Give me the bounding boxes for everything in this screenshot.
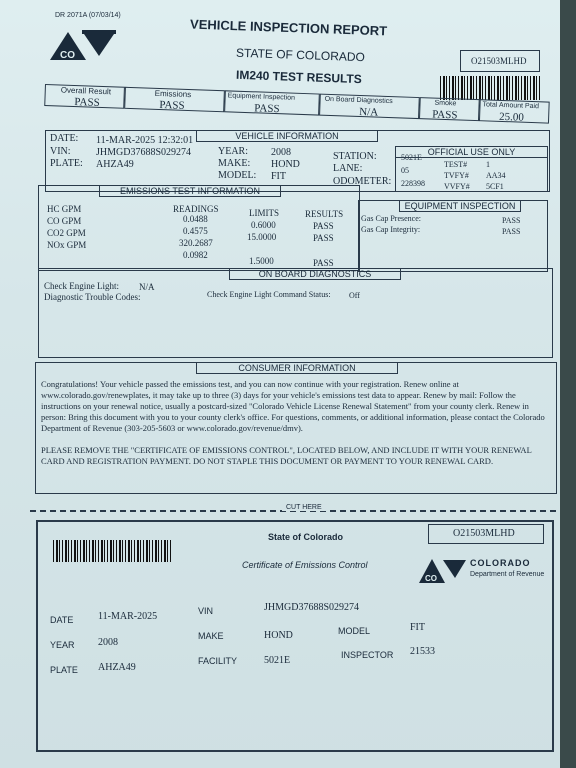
cert-year-label: YEAR: [50, 640, 75, 650]
emissions-row-name: NOx GPM: [47, 240, 87, 250]
emissions-col-readings: READINGS: [173, 204, 219, 214]
cert-facility-label: FACILITY: [198, 656, 238, 666]
cert-inspector-label: INSPECTOR: [341, 650, 394, 660]
summary-label-equipment: Equipment Inspection: [227, 92, 296, 102]
emissions-header: EMISSIONS TEST INFORMATION: [99, 186, 281, 197]
vi-make-label: MAKE:: [218, 158, 251, 169]
vi-odometer-label: ODOMETER:: [333, 176, 392, 187]
consumer-box: [35, 362, 557, 494]
certificate-co-logo: [418, 556, 468, 584]
obd-box: [38, 268, 553, 358]
report-number: O21503MLHD: [471, 56, 527, 66]
emissions-row-reading: 0.0488: [183, 214, 208, 224]
emissions-row-result: PASS: [313, 258, 334, 268]
cert-plate-label: PLATE: [50, 665, 78, 675]
emissions-row-result: PASS: [313, 221, 334, 231]
cert-model: FIT: [410, 622, 425, 633]
form-id: DR 2071A (07/03/14): [55, 12, 121, 19]
obd-cel-label: Check Engine Light:: [44, 281, 119, 291]
vi-plate-label: PLATE:: [50, 158, 83, 169]
cert-plate: AHZA49: [98, 662, 136, 673]
vi-model-label: MODEL:: [218, 170, 257, 181]
cert-vin: JHMGD37688S029274: [264, 602, 360, 613]
official-use-header: OFFICIAL USE ONLY: [396, 147, 547, 158]
equipment-box: [358, 200, 548, 272]
vi-make: HOND: [271, 159, 300, 170]
cert-date-label: DATE: [50, 615, 74, 625]
ou-tvfy-label: TVFY#: [444, 171, 469, 180]
cert-year: 2008: [98, 637, 118, 648]
cut-here-label: CUT HERE: [282, 504, 326, 511]
cert-facility: 5021E: [264, 655, 291, 666]
summary-value-total: 25.00: [498, 110, 525, 124]
vi-year: 2008: [271, 147, 291, 158]
vi-date: 11-MAR-2025 12:32:01: [96, 135, 194, 146]
ou-test-label: TEST#: [444, 160, 468, 169]
summary-value-smoke: PASS: [431, 108, 458, 122]
emissions-box: [38, 185, 360, 271]
report-barcode: [440, 76, 540, 100]
emissions-row-reading: 320.2687: [179, 238, 213, 248]
summary-label-overall: Overall Result: [60, 85, 112, 97]
equipment-row-label: Gas Cap Presence:: [361, 214, 421, 223]
equipment-header: EQUIPMENT INSPECTION: [399, 201, 521, 212]
certificate-number: O21503MLHD: [453, 528, 515, 539]
consumer-paragraph: Congratulations! Your vehicle passed the emissions test, and you can now continue with your registration. Renew online at www.colorado.gov/renewplates, it may take up to three (3) days for your vehicle's emissions test data to appear. Renew by mail: Follow the instructions on your renewal notice, usually a postcard-sized "Colorado Vehicle License Renewal Statement" from your county clerk. Renew in person: Bring this document with you to your county clerk's office. For questions, comments, or additional information, please contact the Colorado Department of Revenue (303-205-5603 or www.colorado.gov/revenue/dmv).: [41, 379, 545, 433]
emissions-row-result: PASS: [313, 233, 334, 243]
vi-date-label: DATE:: [50, 133, 79, 144]
obd-header: ON BOARD DIAGNOSTICS: [229, 269, 401, 280]
obd-cel-value: N/A: [139, 282, 155, 292]
certificate-logo-text: CO: [425, 574, 437, 583]
ou-tvfy-value: AA34: [486, 171, 506, 180]
summary-label-emissions: Emissions: [154, 88, 192, 100]
vi-vin-label: VIN:: [50, 146, 71, 157]
cert-model-label: MODEL: [338, 626, 371, 636]
colorado-logo: [48, 28, 118, 62]
summary-value-overall: PASS: [74, 96, 100, 109]
cert-vin-label: VIN: [198, 606, 214, 616]
summary-label-obd: On Board Diagnostics: [324, 95, 393, 106]
ou-vvfy-label: VVFY#: [444, 182, 470, 191]
vi-model: FIT: [271, 171, 286, 182]
certificate-number-box: [428, 524, 544, 544]
vehicle-info-header: VEHICLE INFORMATION: [196, 131, 378, 142]
obd-cmd-label: Check Engine Light Command Status:: [207, 290, 331, 299]
emissions-row-reading: 0.0982: [183, 250, 208, 260]
certificate-brand: COLORADO: [470, 558, 531, 568]
emissions-row-name: CO GPM: [47, 216, 82, 226]
vi-lane-label: LANE:: [333, 163, 363, 174]
ou-vvfy-value: 5CF1: [486, 182, 504, 191]
consumer-header: CONSUMER INFORMATION: [196, 363, 398, 374]
emissions-col-limits: LIMITS: [249, 208, 279, 218]
summary-label-smoke: Smoke: [434, 99, 457, 108]
vi-station-label: STATION:: [333, 151, 377, 162]
report-state: STATE OF COLORADO: [235, 45, 366, 65]
emissions-row-limit: 1.5000: [249, 256, 274, 266]
summary-value-equipment: PASS: [254, 102, 280, 116]
emissions-row-name: CO2 GPM: [47, 228, 86, 238]
report-subtitle: IM240 TEST RESULTS: [235, 67, 363, 87]
certificate-box: [36, 520, 554, 752]
report-title: VEHICLE INSPECTION REPORT: [189, 16, 388, 39]
summary-label-total: Total Amount Paid: [482, 101, 540, 111]
certificate-barcode: [53, 540, 173, 562]
vi-station: 5021E: [401, 153, 422, 162]
summary-value-emissions: PASS: [159, 99, 185, 112]
cert-make: HOND: [264, 630, 293, 641]
emissions-row-limit: 0.6000: [251, 220, 276, 230]
emissions-row-reading: 0.4575: [183, 226, 208, 236]
obd-cmd-value: Off: [349, 291, 360, 300]
summary-value-obd: N/A: [359, 105, 379, 119]
vi-vin: JHMGD37688S029274: [96, 147, 192, 158]
ou-test-value: 1: [486, 160, 490, 169]
equipment-row-value: PASS: [502, 227, 521, 236]
equipment-row-label: Gas Cap Integrity:: [361, 225, 421, 234]
report-number-box: [460, 50, 540, 72]
vi-year-label: YEAR:: [218, 146, 248, 157]
logo-text: CO: [60, 50, 75, 61]
equipment-row-value: PASS: [502, 216, 521, 225]
certificate-state: State of Colorado: [268, 532, 344, 542]
emissions-col-results: RESULTS: [305, 209, 344, 219]
vi-lane: 05: [401, 166, 409, 175]
vi-plate: AHZA49: [96, 159, 134, 170]
emissions-row-name: HC GPM: [47, 204, 82, 214]
cert-make-label: MAKE: [198, 631, 224, 641]
obd-dtc-label: Diagnostic Trouble Codes:: [44, 292, 141, 302]
cert-inspector: 21533: [410, 646, 435, 657]
vi-odometer: 228398: [401, 179, 425, 188]
consumer-notice: PLEASE REMOVE THE "CERTIFICATE OF EMISSIONS CONTROL", LOCATED BELOW, AND INCLUDE IT WITH YOUR RENEWAL CARD AND REGISTRATION PAYMENT. DO NOT STAPLE THIS DOCUMENT OR PAYMENT TO YOUR RENEWAL CARD.: [41, 445, 532, 466]
cert-date: 11-MAR-2025: [98, 611, 158, 622]
emissions-row-limit: 15.0000: [247, 232, 277, 242]
certificate-dept: Department of Revenue: [470, 571, 545, 578]
official-use-box: [395, 146, 548, 192]
certificate-title: Certificate of Emissions Control: [242, 560, 368, 570]
